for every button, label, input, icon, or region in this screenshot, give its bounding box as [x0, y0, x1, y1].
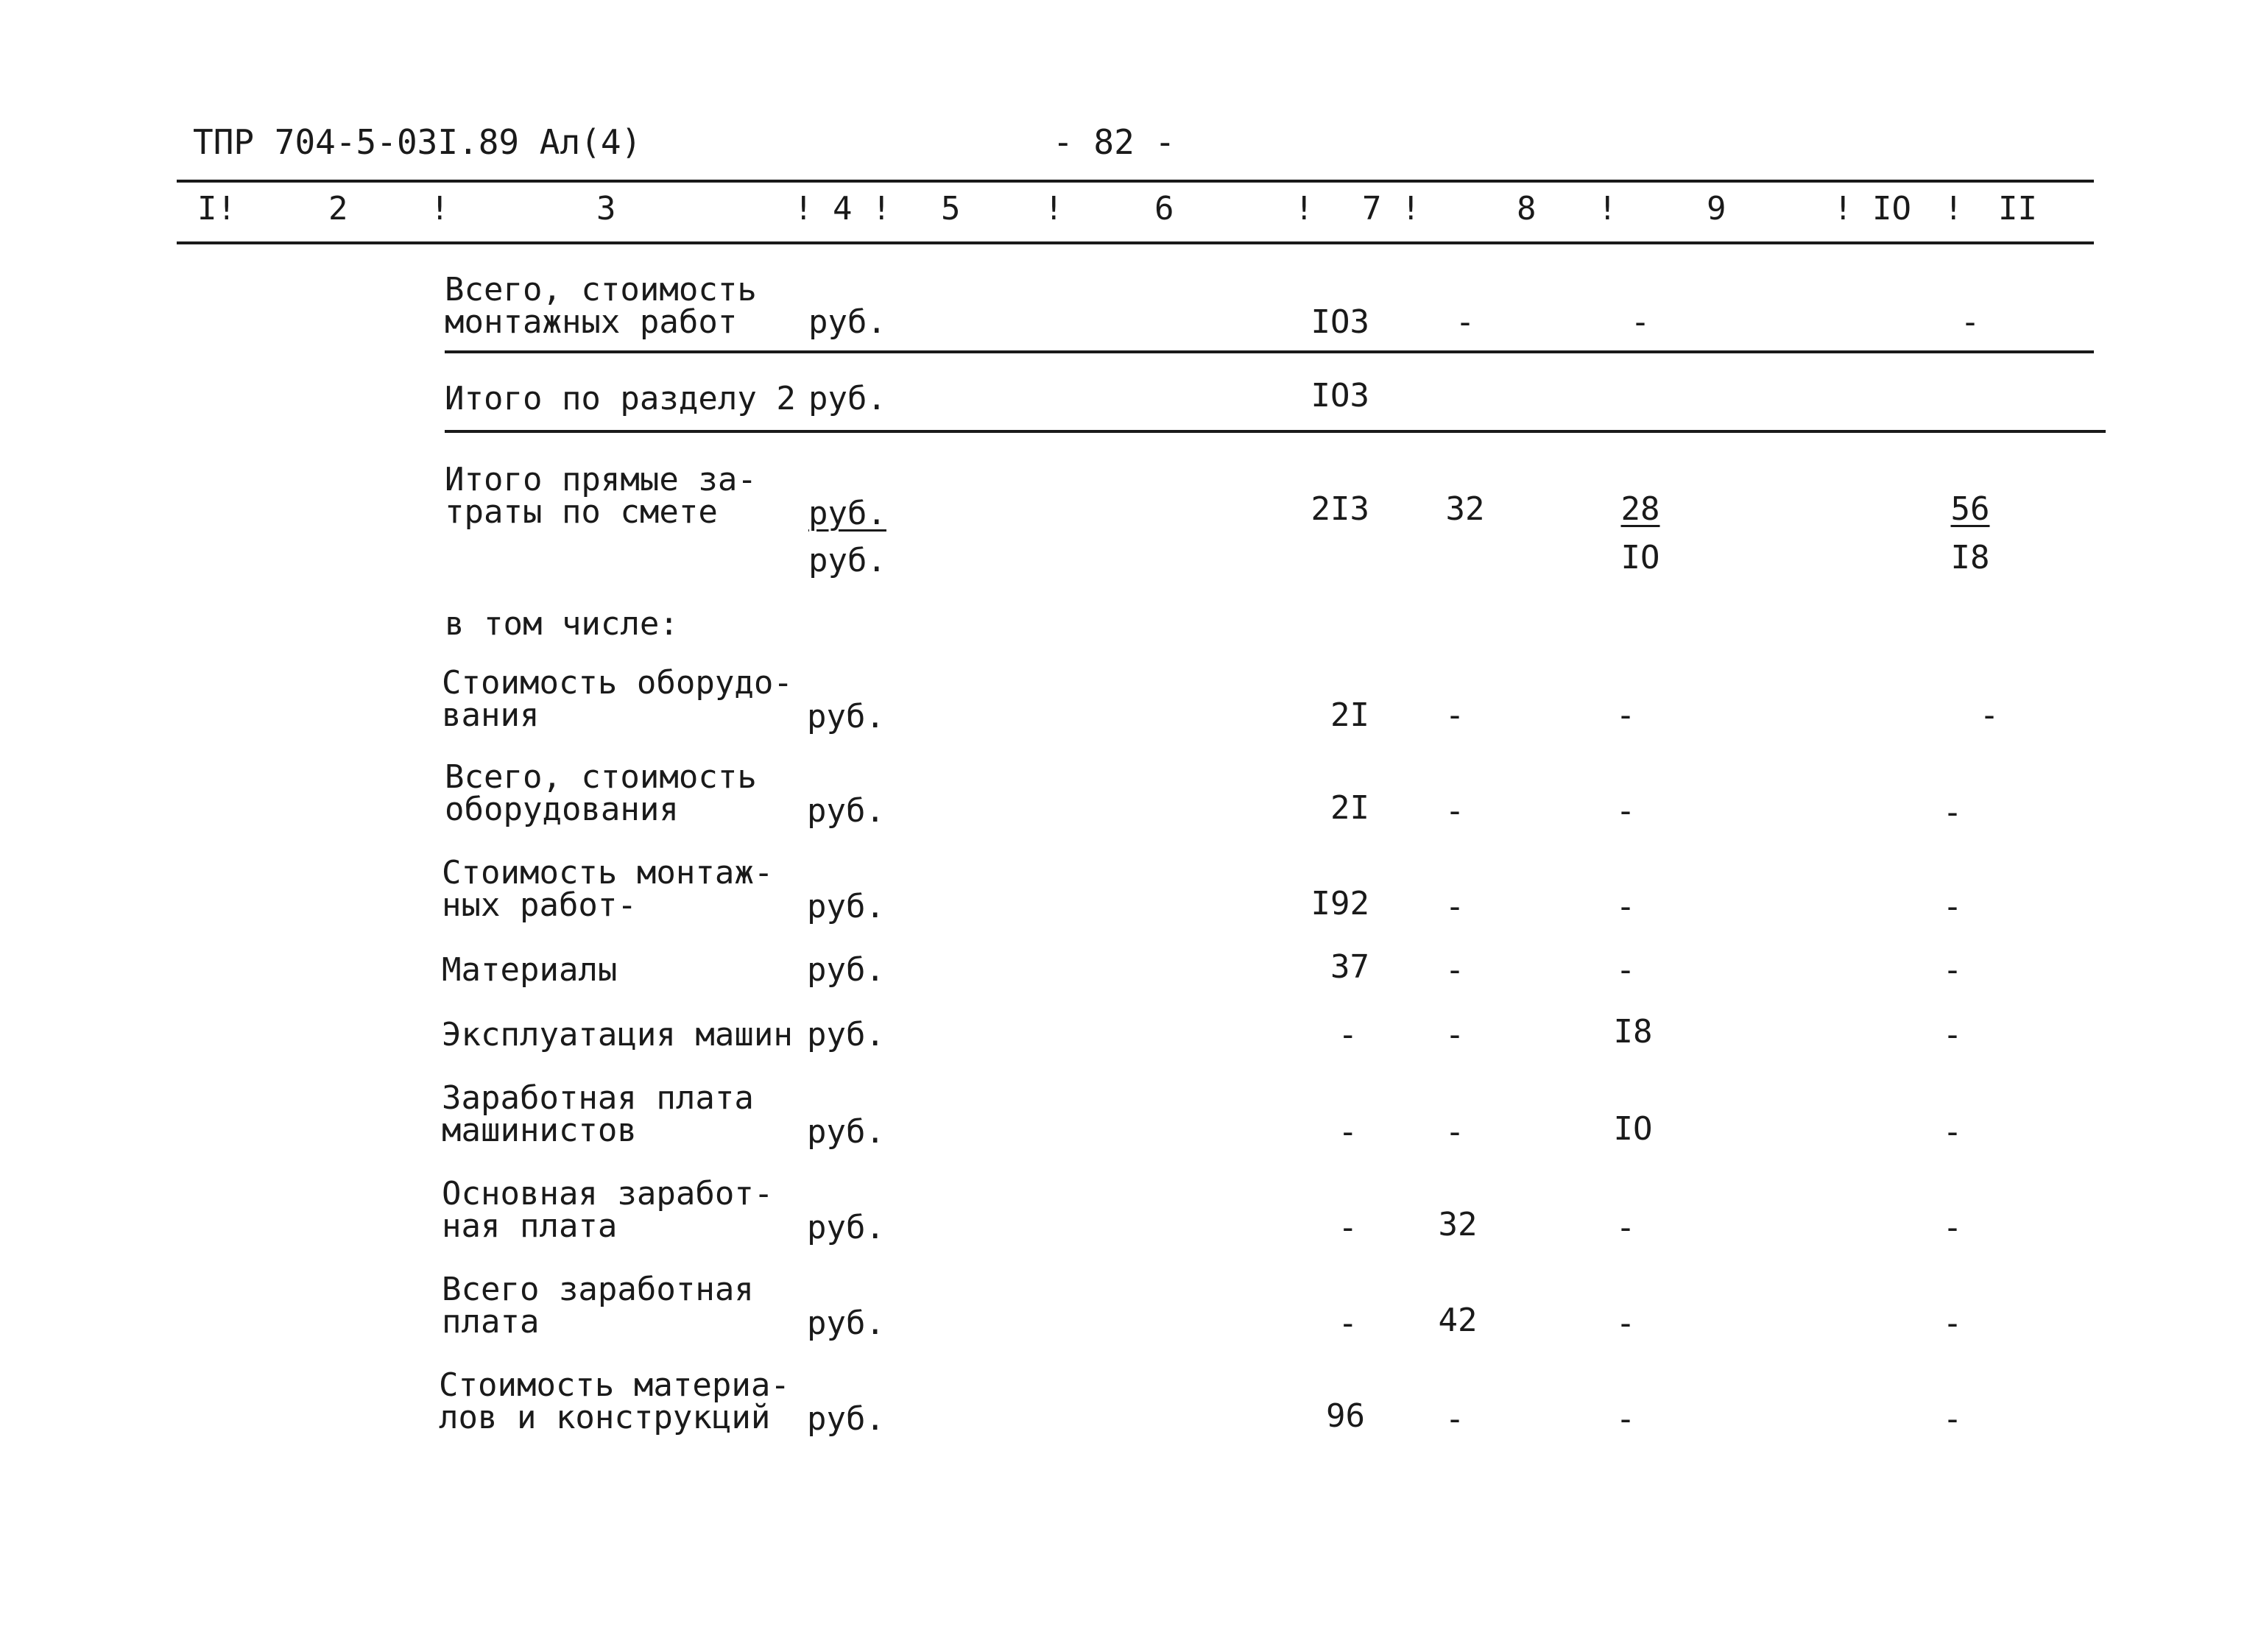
cell-col11: - — [1942, 794, 1963, 831]
row-label: Эксплуатация машин — [442, 1016, 793, 1053]
cell-col11: - — [1942, 1400, 1963, 1438]
col-header-11: II — [1998, 190, 2037, 227]
col-header-7: 7 ! — [1362, 190, 1421, 227]
col-header-1: I! — [197, 190, 236, 227]
cell-col11-secondary: I8 — [1950, 539, 1990, 576]
cell-col11: - — [1979, 696, 2000, 734]
row-label: Итого прямые за- траты по смете — [445, 461, 757, 531]
cell-col7: 37 — [1330, 948, 1369, 986]
row-unit: руб. — [807, 1305, 885, 1342]
row-label: Всего заработная плата — [442, 1271, 754, 1341]
cell-col11: - — [1942, 1113, 1963, 1151]
cell-col8: 32 — [1438, 1206, 1478, 1243]
cell-col7: IO3 — [1311, 377, 1369, 414]
row-unit: руб. — [807, 792, 885, 830]
cell-col7: 96 — [1326, 1397, 1365, 1435]
cell-col8: - — [1445, 792, 1465, 830]
cell-col9: - — [1615, 951, 1636, 989]
row-label: Заработная плата машинистов — [442, 1079, 754, 1149]
section-rule — [445, 430, 2106, 433]
cell-col11: 56 — [1950, 490, 1990, 528]
row-unit: руб. — [807, 1209, 885, 1246]
cell-col7: 2I3 — [1311, 490, 1369, 528]
col-header-3: 3 — [596, 190, 616, 227]
cell-col9: - — [1615, 1400, 1636, 1438]
cell-col9: - — [1630, 303, 1651, 341]
cell-col8: - — [1445, 888, 1465, 925]
row-label: Основная заработ- ная плата — [442, 1175, 774, 1245]
cell-col9: 28 — [1620, 490, 1660, 528]
cell-col7: 2I — [1330, 789, 1369, 827]
header-bottom-rule — [177, 241, 2094, 244]
col-separator: ! — [1294, 190, 1314, 227]
row-unit: руб. — [808, 380, 886, 417]
col-header-6: 6 — [1154, 190, 1174, 227]
row-unit: руб. — [807, 698, 885, 735]
cell-col11: - — [1942, 1016, 1963, 1053]
cell-col7: - — [1338, 1113, 1358, 1151]
cell-col8: - — [1445, 1016, 1465, 1053]
row-unit: руб. — [808, 495, 886, 532]
row-unit: руб. — [807, 1016, 885, 1053]
cell-col11: - — [1942, 1305, 1963, 1342]
cell-col11: - — [1942, 888, 1963, 925]
cell-col9-secondary: IO — [1620, 539, 1660, 576]
cell-col7: - — [1338, 1209, 1358, 1246]
cell-col8: - — [1445, 1113, 1465, 1151]
row-label: Стоимость монтаж- ных работ- — [442, 854, 774, 924]
row-label: Материалы — [442, 951, 618, 989]
col-header-4: ! 4 ! — [794, 190, 892, 227]
cell-col8: 42 — [1438, 1302, 1478, 1339]
section-rule — [445, 350, 2094, 353]
row-unit-secondary: руб. — [808, 542, 886, 579]
col-header-2: 2 — [328, 190, 348, 227]
cell-col9: - — [1615, 792, 1636, 830]
cell-col8: - — [1445, 951, 1465, 989]
col-header-9: 9 — [1707, 190, 1726, 227]
row-label: Итого по разделу 2 — [445, 380, 796, 417]
cell-col9: IO — [1613, 1110, 1653, 1148]
row-unit: руб. — [808, 303, 886, 341]
row-unit: руб. — [807, 1400, 885, 1438]
row-label: в том числе: — [445, 605, 679, 643]
page-number: - 82 - — [1053, 122, 1176, 162]
row-label: Стоимость материа- лов и конструкций — [439, 1366, 790, 1436]
cell-col7: - — [1338, 1016, 1358, 1053]
row-label: Всего, стоимость монтажных работ — [445, 271, 757, 341]
header-top-rule — [177, 180, 2094, 183]
cell-col9: - — [1615, 1305, 1636, 1342]
cell-col7: I92 — [1311, 885, 1369, 922]
col-separator: ! — [1044, 190, 1064, 227]
cell-col11: - — [1960, 303, 1980, 341]
row-unit: руб. — [807, 951, 885, 989]
col-separator: ! — [1598, 190, 1618, 227]
cell-col7: 2I — [1330, 696, 1369, 734]
document-code: ТПР 704-5-03I.89 Ал(4) — [193, 122, 642, 162]
col-header-5: 5 — [941, 190, 961, 227]
col-separator: ! — [430, 190, 450, 227]
col-header-8: 8 — [1517, 190, 1537, 227]
cell-col9: - — [1615, 1209, 1636, 1246]
cell-col11: - — [1942, 1209, 1963, 1246]
cell-col8: - — [1445, 696, 1465, 734]
row-unit: руб. — [807, 888, 885, 925]
row-label: Стоимость оборудо- вания — [442, 664, 793, 734]
row-unit: руб. — [807, 1113, 885, 1151]
col-header-10: ! IO — [1833, 190, 1911, 227]
cell-col9: - — [1615, 888, 1636, 925]
cell-col8: - — [1445, 1400, 1465, 1438]
cell-col9: - — [1615, 696, 1636, 734]
cell-col11: - — [1942, 951, 1963, 989]
row-label: Всего, стоимость оборудования — [445, 758, 757, 828]
col-separator: ! — [1944, 190, 1964, 227]
cell-col8: 32 — [1445, 490, 1485, 528]
cell-col7: IO3 — [1311, 303, 1369, 341]
cell-col8: - — [1455, 303, 1475, 341]
cell-col7: - — [1338, 1305, 1358, 1342]
cell-col9: I8 — [1613, 1013, 1653, 1051]
